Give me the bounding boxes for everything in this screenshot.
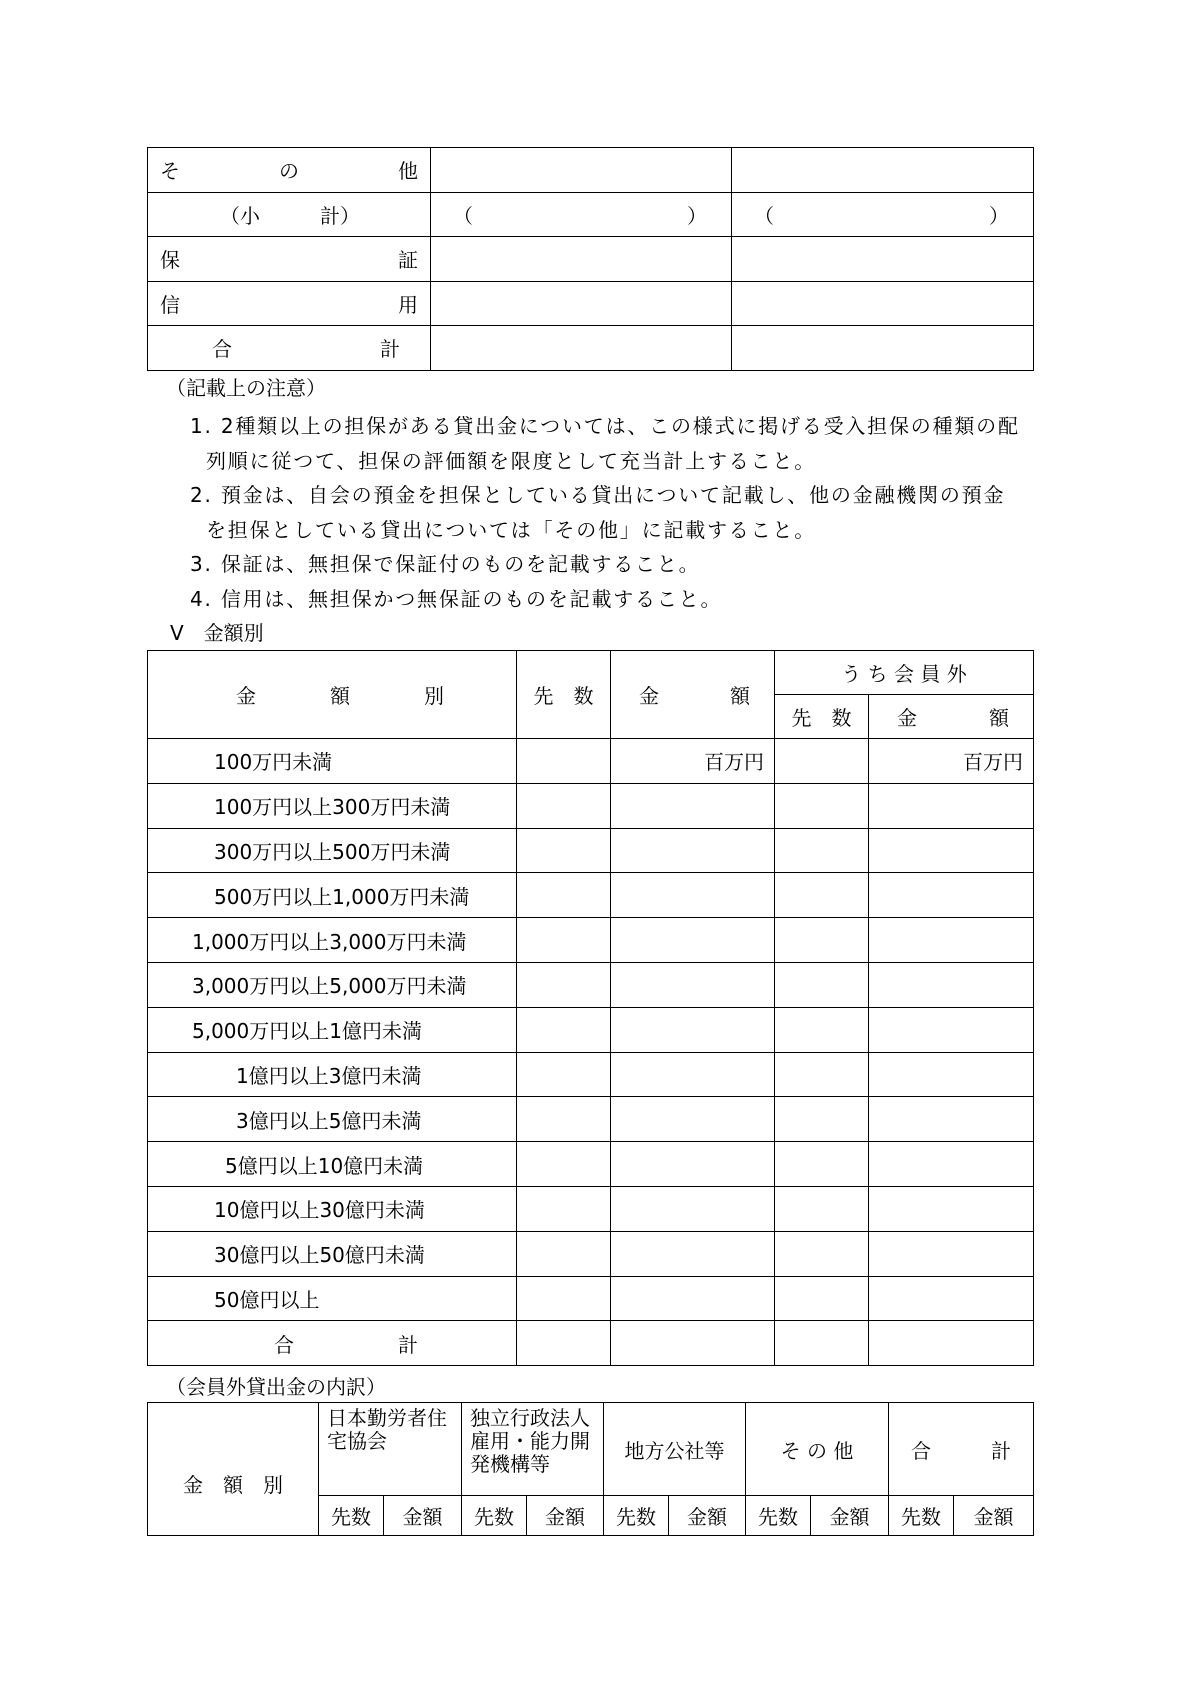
nm-count-cell	[775, 828, 869, 873]
header-part: 金	[897, 706, 917, 730]
collateral-label-part: 計	[380, 337, 400, 362]
nm-amount-cell	[869, 783, 1034, 828]
nm-amount-cell	[869, 1142, 1034, 1187]
amount-class-row	[148, 918, 1034, 963]
breakdown-count-header: 先数	[462, 1496, 527, 1536]
nm-amount-cell	[869, 918, 1034, 963]
amount-class-row	[148, 1276, 1034, 1321]
collateral-label-part: そ	[160, 159, 180, 184]
collateral-row	[148, 148, 1034, 193]
nm-amount-cell	[869, 1231, 1034, 1276]
collateral-label	[148, 237, 431, 282]
collateral-label-part: の	[279, 159, 299, 184]
amount-class-row	[148, 1231, 1034, 1276]
non-member-breakdown-table	[147, 1402, 1034, 1536]
header-count: 先 数	[517, 651, 611, 739]
breakdown-group-header: 日本勤労者住宅協会	[319, 1403, 462, 1496]
breakdown-amount-header: 金額	[811, 1496, 889, 1536]
nm-count-cell	[775, 1186, 869, 1231]
header-amount	[611, 651, 775, 739]
breakdown-count-header: 先数	[319, 1496, 384, 1536]
header-part: 別	[424, 684, 444, 708]
nm-count-cell	[775, 783, 869, 828]
collateral-label-part: 計）	[320, 203, 360, 228]
nm-amount-cell	[869, 873, 1034, 918]
count-cell	[517, 828, 611, 873]
collateral-label	[148, 192, 431, 237]
nm-amount-cell	[869, 828, 1034, 873]
collateral-value	[431, 326, 732, 371]
nm-amount-cell	[869, 1007, 1034, 1052]
note-item: 2. 預金は、自会の預金を担保としている貸出について記載し、他の金融機関の預金を担保としている貸出については「その他」に記載すること。	[190, 483, 1006, 542]
amount-class-label: 300万円以上500万円未満	[148, 828, 517, 873]
amount-class-label: 100万円未満	[148, 739, 517, 784]
amount-cell	[611, 873, 775, 918]
amount-cell	[611, 783, 775, 828]
count-cell	[517, 783, 611, 828]
count-cell	[517, 1007, 611, 1052]
amount-class-label: 50億円以上	[148, 1276, 517, 1321]
amount-class-total-label-part: 合	[274, 1332, 294, 1357]
collateral-value	[431, 148, 732, 193]
count-cell	[517, 739, 611, 784]
header-non-member: う ち 会 員 外	[775, 651, 1034, 695]
amount-class-label: 1,000万円以上3,000万円未満	[148, 918, 517, 963]
collateral-value	[431, 281, 732, 326]
nm-count-cell	[775, 1007, 869, 1052]
breakdown-title: （会員外貸出金の内訳）	[166, 1375, 386, 1399]
amount-class-row	[148, 828, 1034, 873]
amount-class-row	[148, 739, 1034, 784]
collateral-row	[148, 192, 1034, 237]
nm-count-cell	[775, 739, 869, 784]
collateral-row	[148, 326, 1034, 371]
breakdown-count-header: 先数	[889, 1496, 954, 1536]
amount-class-table	[147, 650, 1034, 1366]
breakdown-count-header: 先数	[746, 1496, 811, 1536]
header-amount-class	[148, 651, 517, 739]
amount-cell	[611, 918, 775, 963]
header-nm-count: 先 数	[775, 695, 869, 739]
close-paren: ）	[687, 203, 707, 228]
header-part: 額	[989, 706, 1009, 730]
total-cell	[611, 1321, 775, 1366]
notes-list	[190, 409, 1020, 616]
collateral-label	[148, 326, 431, 371]
collateral-label-part: 信	[160, 292, 180, 317]
note-item: 1. 2種類以上の担保がある貸出金については、この様式に掲げる受入担保の種類の配列順に従つて、担保の評価額を限度として充当計上すること。	[190, 414, 1020, 473]
amount-class-label: 100万円以上300万円未満	[148, 783, 517, 828]
note-item: 3. 保証は、無担保で保証付のものを記載すること。	[190, 552, 701, 576]
open-paren: （	[453, 203, 473, 228]
amount-class-row	[148, 962, 1034, 1007]
breakdown-amount-header: 金額	[669, 1496, 746, 1536]
total-cell	[775, 1321, 869, 1366]
breakdown-amount-class-header: 金 額 別	[148, 1403, 319, 1536]
collateral-label-part: （小	[220, 203, 260, 228]
amount-cell	[611, 828, 775, 873]
amount-class-label: 30億円以上50億円未満	[148, 1231, 517, 1276]
breakdown-group-header: そ の 他	[746, 1403, 889, 1496]
amount-class-row	[148, 1007, 1034, 1052]
amount-cell	[611, 962, 775, 1007]
open-paren: （	[754, 203, 774, 228]
collateral-label-part: 保	[160, 248, 180, 273]
amount-cell	[611, 1186, 775, 1231]
amount-class-row	[148, 873, 1034, 918]
nm-count-cell	[775, 1097, 869, 1142]
amount-class-total-label-part: 計	[398, 1332, 418, 1357]
amount-class-row	[148, 1142, 1034, 1187]
count-cell	[517, 1142, 611, 1187]
header-part: 額	[330, 684, 350, 708]
amount-class-label: 10億円以上30億円未満	[148, 1186, 517, 1231]
count-cell	[517, 1186, 611, 1231]
amount-cell	[611, 1007, 775, 1052]
total-cell	[869, 1321, 1034, 1366]
amount-cell: 百万円	[611, 739, 775, 784]
breakdown-amount-header: 金額	[954, 1496, 1034, 1536]
count-cell	[517, 1276, 611, 1321]
collateral-value	[732, 237, 1034, 282]
amount-class-label: 3,000万円以上5,000万円未満	[148, 962, 517, 1007]
collateral-label	[148, 281, 431, 326]
collateral-value	[431, 237, 732, 282]
count-cell	[517, 1097, 611, 1142]
count-cell	[517, 1231, 611, 1276]
nm-count-cell	[775, 1052, 869, 1097]
amount-class-row	[148, 1186, 1034, 1231]
collateral-label	[148, 148, 431, 193]
collateral-row	[148, 281, 1034, 326]
header-part: 額	[730, 684, 750, 708]
amount-class-label: 3億円以上5億円未満	[148, 1097, 517, 1142]
collateral-table	[147, 147, 1034, 371]
breakdown-count-header: 先数	[604, 1496, 669, 1536]
count-cell	[517, 962, 611, 1007]
section5-title: Ⅴ 金額別	[170, 621, 264, 645]
collateral-value	[732, 192, 1034, 237]
amount-cell	[611, 1052, 775, 1097]
notes-title: （記載上の注意）	[166, 376, 326, 400]
collateral-value	[431, 192, 732, 237]
amount-cell	[611, 1097, 775, 1142]
nm-count-cell	[775, 1276, 869, 1321]
amount-class-label: 1億円以上3億円未満	[148, 1052, 517, 1097]
collateral-label-part: 他	[398, 159, 418, 184]
amount-cell	[611, 1276, 775, 1321]
amount-class-row	[148, 1097, 1034, 1142]
nm-amount-cell	[869, 1052, 1034, 1097]
collateral-label-part: 用	[398, 292, 418, 317]
collateral-label-part: 証	[398, 248, 418, 273]
header-part: 金	[639, 684, 659, 708]
collateral-value	[732, 148, 1034, 193]
breakdown-group-header: 合 計	[889, 1403, 1034, 1496]
amount-class-total-label	[148, 1321, 517, 1366]
close-paren: ）	[989, 203, 1009, 228]
breakdown-amount-header: 金額	[384, 1496, 462, 1536]
amount-cell	[611, 1231, 775, 1276]
nm-amount-cell	[869, 1276, 1034, 1321]
amount-cell	[611, 1142, 775, 1187]
count-cell	[517, 918, 611, 963]
nm-amount-cell	[869, 962, 1034, 1007]
nm-count-cell	[775, 1231, 869, 1276]
amount-class-row	[148, 1052, 1034, 1097]
collateral-value	[732, 281, 1034, 326]
collateral-value	[732, 326, 1034, 371]
breakdown-group-header: 独立行政法人雇用・能力開発機構等	[462, 1403, 604, 1496]
amount-class-total-row	[148, 1321, 1034, 1366]
amount-class-label: 5億円以上10億円未満	[148, 1142, 517, 1187]
nm-amount-cell: 百万円	[869, 739, 1034, 784]
collateral-label-part: 合	[212, 337, 232, 362]
count-cell	[517, 873, 611, 918]
collateral-row	[148, 237, 1034, 282]
breakdown-group-header: 地方公社等	[604, 1403, 746, 1496]
nm-count-cell	[775, 1142, 869, 1187]
header-nm-amount	[869, 695, 1034, 739]
nm-amount-cell	[869, 1186, 1034, 1231]
count-cell	[517, 1052, 611, 1097]
amount-class-label: 5,000万円以上1億円未満	[148, 1007, 517, 1052]
amount-class-label: 500万円以上1,000万円未満	[148, 873, 517, 918]
note-item: 4. 信用は、無担保かつ無保証のものを記載すること。	[190, 586, 723, 611]
nm-count-cell	[775, 918, 869, 963]
header-part: 金	[236, 684, 256, 708]
breakdown-amount-header: 金額	[527, 1496, 604, 1536]
amount-class-row	[148, 783, 1034, 828]
nm-amount-cell	[869, 1097, 1034, 1142]
breakdown-header-row	[148, 1403, 1034, 1496]
total-cell	[517, 1321, 611, 1366]
nm-count-cell	[775, 962, 869, 1007]
nm-count-cell	[775, 873, 869, 918]
